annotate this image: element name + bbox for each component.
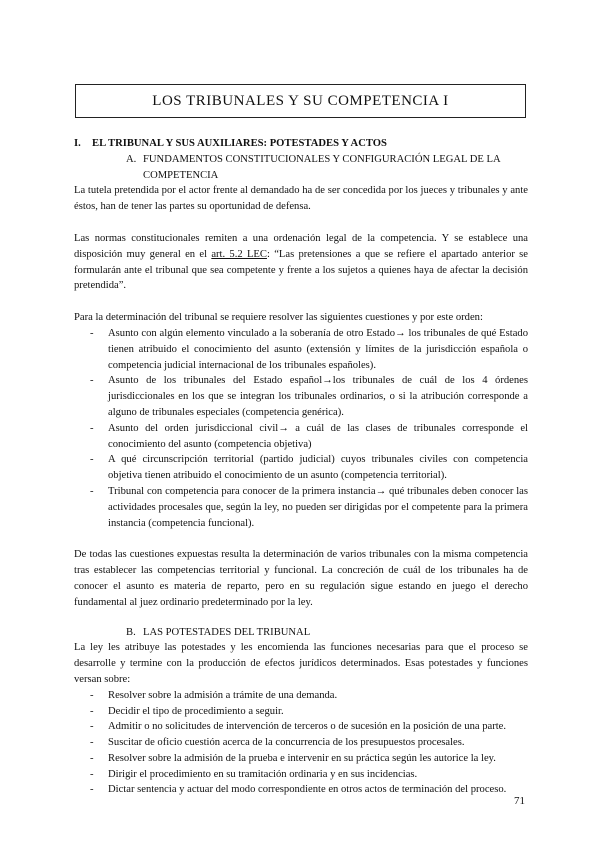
subsection-heading-a (126, 152, 528, 184)
subsection-title-a: FUNDAMENTOS CONSTITUCIONALES Y CONFIGURACIÓN LEGAL DE LA COMPETENCIA (143, 153, 501, 181)
section-title: EL TRIBUNAL Y SUS AUXILIARES: POTESTADES Y ACTOS (92, 138, 387, 149)
list-item: - Admitir o no solicitudes de intervención de terceros o de sucesión en la posición de una parte. (74, 719, 528, 735)
page-number: 71 (514, 795, 525, 807)
page-title: LOS TRIBUNALES Y SU COMPETENCIA I (152, 92, 449, 109)
list-item: - Resolver sobre la admisión de la prueba e intervenir en su práctica según les autorice la ley. (74, 751, 528, 767)
paragraph-text: : “Las pretensiones a que se refiere el apartado anterior se formularán ante el tribunal que sea competente y frente a los sujetos a quienes haya de afectar la decisión pretendida”. (74, 248, 529, 292)
list-item: - A qué circunscripción territorial (partido judicial) cuyos tribunales civiles con competencia objetiva tienen atribuido el conocimiento de un asunto (competencia territorial). (74, 452, 528, 484)
list-item: - Asunto del orden jurisdiccional civil→ a cuál de las clases de tribunales corresponde el conocimiento del asunto (competencia objetiva) (74, 421, 528, 453)
list-item: - Asunto con algún elemento vinculado a la soberanía de otro Estado→ los tribunales de qué Estado tienen atribuido el conocimiento del asunto (extensión y límites de la jurisdicción española o competencia judicial internacional de los tribunales españoles). (74, 326, 528, 373)
list-item: - Tribunal con competencia para conocer de la primera instancia→ qué tribunales deben conocer las actividades procesales que, según la ley, no pueden ser dirigidas por el competente para la primera instancia (competencia funcional). (74, 484, 528, 531)
paragraph: La tutela pretendida por el actor frente al demandado ha de ser concedida por los jueces y tribunales y ante éstos, han de tener las partes su oportunidad de defensa. (74, 185, 528, 213)
paragraph-lec (74, 231, 528, 294)
list-item: - Decidir el tipo de procedimiento a seguir. (74, 704, 528, 720)
list-item: - Dirigir el procedimiento en su tramitación ordinaria y en sus incidencias. (74, 767, 528, 783)
list-item: - Dictar sentencia y actuar del modo correspondiente en otros actos de terminación del proceso. (74, 782, 528, 798)
subsection-title-b: LAS POTESTADES DEL TRIBUNAL (143, 626, 311, 638)
section-number: I. (74, 138, 81, 149)
document-body (74, 136, 528, 798)
questions-list (74, 326, 528, 531)
paragraph: De todas las cuestiones expuestas resulta la determinación de varios tribunales con la misma competencia tras establecer las competencias territorial y funcional. La concreción de cuál de los tribunales ha de conocer el asunto es materia de reparto, pero en su regulación sigue estando en juego el derecho fundamental al juez ordinario predeterminado por la ley. (74, 549, 528, 608)
list-item: - Resolver sobre la admisión a trámite de una demanda. (74, 688, 528, 704)
title-box (75, 84, 526, 118)
subsection-number-a: A. (126, 153, 137, 165)
powers-list (74, 688, 528, 799)
paragraph-text: Las normas constitucionales remiten a una ordenación legal de la competencia. Y se establece una disposición muy general en el (74, 232, 528, 260)
subsection-number-b: B. (126, 626, 136, 638)
paragraph: La ley les atribuye las potestades y les encomienda las funciones necesarias para que el proceso se desarrolle y termine con la producción de efectos jurídicos determinados. Esas potestades y funciones versan sobre: (74, 642, 528, 685)
paragraph: Para la determinación del tribunal se requiere resolver las siguientes cuestiones y por este orden: (74, 312, 483, 324)
section-heading (74, 136, 528, 152)
law-link[interactable]: art. 5.2 LEC (211, 248, 267, 260)
subsection-heading-b (126, 625, 528, 641)
list-item: - Asunto de los tribunales del Estado español→los tribunales de cuál de los 4 órdenes jurisdiccionales en los que se integran los tribunales ordinarios, o si la atribución corresponde a alguno de tribunales especiales (competencia genérica). (74, 373, 528, 420)
list-item: - Suscitar de oficio cuestión acerca de la concurrencia de los presupuestos procesales. (74, 735, 528, 751)
